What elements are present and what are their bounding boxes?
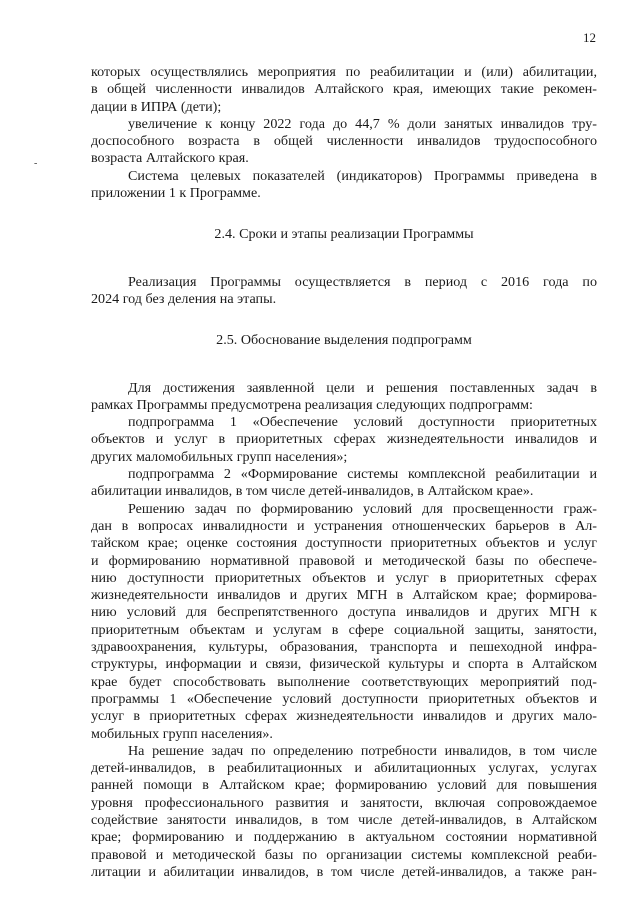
text-line: крае будет способствовать выполнение соответствующих мероприятий под-: [91, 673, 597, 690]
paragraph-subprograms-intro: [91, 380, 597, 415]
text-line: доспособного возраста в общей численности инвалидов трудоспособного: [91, 133, 597, 150]
text-line: На решение задач по определению потребности инвалидов, в том числе: [128, 742, 597, 759]
document-body: [91, 64, 597, 881]
paragraph-subprogram-1: [91, 414, 597, 466]
text-line: литации и абилитации инвалидов, в том числе детей-инвалидов, а также ран-: [91, 863, 597, 880]
text-line: ранней помощи в Алтайском крае; формированию условий для повышения: [91, 777, 597, 794]
text-line: увеличение к концу 2022 года до 44,7 % доли занятых инвалидов тру-: [128, 115, 597, 132]
text-line: содействие занятости инвалидов, в том числе детей-инвалидов, в Алтайском: [91, 811, 597, 828]
page-number: 12: [583, 30, 596, 45]
text-line: Система целевых показателей (индикаторов) Программы приведена в: [128, 167, 597, 184]
text-line: дан в вопросах инвалидности и устранения отношенческих барьеров в Ал-: [91, 517, 597, 534]
section-heading-2-4: 2.4. Сроки и этапы реализации Программы: [214, 226, 474, 243]
text-line: жизнедеятельности инвалидов и других МГН в Алтайском крае; формирова-: [91, 587, 597, 604]
text-line: рамках Программы предусмотрена реализация следующих подпрограмм:: [91, 396, 533, 413]
paragraph-subprogram-1-tasks: [91, 501, 597, 743]
text-line: услуг в приоритетных сферах жизнедеятельности инвалидов и других мало-: [91, 708, 597, 725]
text-line: структуры, информации и связи, физической культуры и спорта в Алтайском: [91, 656, 597, 673]
text-line: программы 1 «Обеспечение условий доступности приоритетных объектов и: [91, 690, 597, 707]
paragraph-continuation: [91, 64, 597, 116]
text-line: объектов и услуг в приоритетных сферах жизнедеятельности инвалидов и: [91, 431, 597, 448]
paragraph-subprogram-2-tasks: [91, 743, 597, 881]
text-line: абилитации инвалидов, в том числе детей-инвалидов, в Алтайском крае».: [91, 483, 534, 500]
section-heading-2-5: 2.5. Обоснование выделения подпрограмм: [216, 332, 472, 349]
text-line: приложении 1 к Программе.: [91, 185, 261, 202]
paragraph-employment-target: [91, 116, 597, 168]
text-line: возраста Алтайского края.: [91, 150, 249, 167]
text-line: детей-инвалидов, в реабилитационных и абилитационных услугах, услугах: [91, 760, 597, 777]
text-line: Для достижения заявленной цели и решения поставленных задач в: [128, 379, 597, 396]
paragraph-implementation-period: [91, 274, 597, 309]
text-line: мобильных групп населения».: [91, 725, 273, 742]
margin-mark: -: [34, 158, 38, 169]
text-line: уровня профессионального развития и занятости, включая сопровождаемое: [91, 794, 597, 811]
text-line: приоритетным объектам и услугам в сфере социальной защиты, занятости,: [91, 621, 597, 638]
text-line: 2024 год без деления на этапы.: [91, 290, 277, 307]
text-line: которых осуществлялись мероприятия по реабилитации и (или) абилитации,: [91, 64, 597, 80]
text-line: здравоохранения, культуры, образования, транспорта и пешеходной инфра-: [91, 639, 597, 656]
text-line: Реализация Программы осуществляется в период с 2016 года по: [128, 273, 597, 290]
text-line: других маломобильных групп населения»;: [91, 448, 348, 465]
text-line: крае; формированию и поддержанию в актуальном состоянии нормативной: [91, 829, 597, 846]
text-line: Решению задач по формированию условий для просвещенности граж-: [128, 500, 597, 517]
text-line: подпрограмма 1 «Обеспечение условий доступности приоритетных: [128, 414, 597, 431]
paragraph-indicators: [91, 168, 597, 203]
text-line: правовой и методической базы по организации системы комплексной реаби-: [91, 846, 597, 863]
paragraph-subprogram-2: [91, 466, 597, 501]
text-line: нию доступности приоритетных объектов и услуг в приоритетных сферах: [91, 569, 597, 586]
text-line: в общей численности инвалидов Алтайского края, имеющих такие рекомен-: [91, 81, 597, 98]
text-line: и формированию нормативной правовой и методической базы по обеспече-: [91, 552, 597, 569]
text-line: дации в ИПРА (дети);: [91, 98, 222, 115]
text-line: нию условий для беспрепятственного доступа инвалидов и других МГН к: [91, 604, 597, 621]
text-line: подпрограмма 2 «Формирование системы комплексной реабилитации и: [128, 466, 597, 483]
text-line: тайском крае; оценке состояния доступности приоритетных объектов и услуг: [91, 535, 597, 552]
